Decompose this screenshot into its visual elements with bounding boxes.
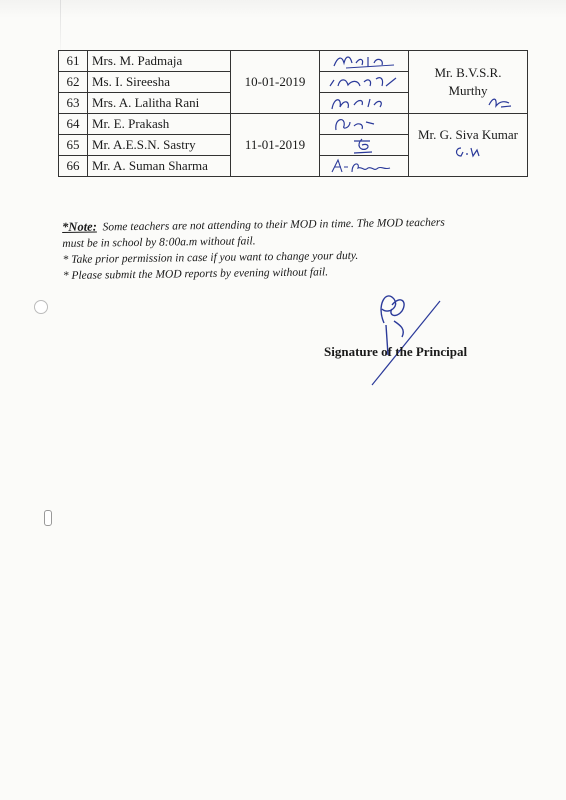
in-charge-cell [409, 114, 528, 177]
teacher-name: Mr. E. Prakash [88, 114, 231, 135]
signature-cell [320, 135, 409, 156]
notes-section [62, 213, 503, 284]
teacher-name: Mrs. M. Padmaja [88, 51, 231, 72]
teacher-name: Mr. A. Suman Sharma [88, 156, 231, 177]
duty-date: 10-01-2019 [231, 51, 320, 114]
serial-number: 66 [59, 156, 88, 177]
handwritten-signature [324, 51, 404, 71]
note-text: Some teachers are not attending to their MOD in time. The MOD teachers [102, 216, 445, 234]
mod-duty-table [58, 50, 528, 177]
in-charge-name-line2: Murthy [448, 83, 488, 98]
principal-signature-label: Signature of the Principal [324, 344, 468, 359]
signature-cell [320, 51, 409, 72]
note-line: * Take prior permission in case if you want to change your duty. [62, 249, 359, 266]
handwritten-signature [324, 72, 404, 92]
in-charge-cell [409, 51, 528, 114]
handwritten-signature [324, 93, 404, 113]
teacher-name: Mr. A.E.S.N. Sastry [88, 135, 231, 156]
duty-date: 11-01-2019 [231, 114, 320, 177]
handwritten-signature [324, 135, 404, 155]
note-label: *Note: [62, 219, 97, 234]
serial-number: 65 [59, 135, 88, 156]
serial-number: 64 [59, 114, 88, 135]
punch-hole [34, 300, 48, 314]
in-charge-name: Mr. G. Siva Kumar [417, 126, 519, 142]
in-charge-signature [453, 144, 483, 160]
serial-number: 63 [59, 93, 88, 114]
page-fold-shadow [0, 0, 566, 18]
in-charge-name-line1: Mr. B.V.S.R. [434, 65, 502, 80]
serial-number: 62 [59, 72, 88, 93]
signature-cell [320, 72, 409, 93]
punch-hole [44, 510, 52, 526]
signature-cell [320, 93, 409, 114]
note-line: must be in school by 8:00a.m without fail. [62, 235, 256, 250]
signature-cell [320, 156, 409, 177]
signature-cell [320, 114, 409, 135]
principal-signature [366, 285, 446, 395]
handwritten-signature [324, 114, 404, 134]
in-charge-signature [487, 95, 513, 109]
table-row [59, 51, 528, 72]
table-row [59, 114, 528, 135]
handwritten-signature [324, 156, 404, 176]
teacher-name: Ms. I. Sireesha [88, 72, 231, 93]
teacher-name: Mrs. A. Lalitha Rani [88, 93, 231, 114]
serial-number: 61 [59, 51, 88, 72]
note-line: * Please submit the MOD reports by evening without fail. [62, 266, 329, 282]
